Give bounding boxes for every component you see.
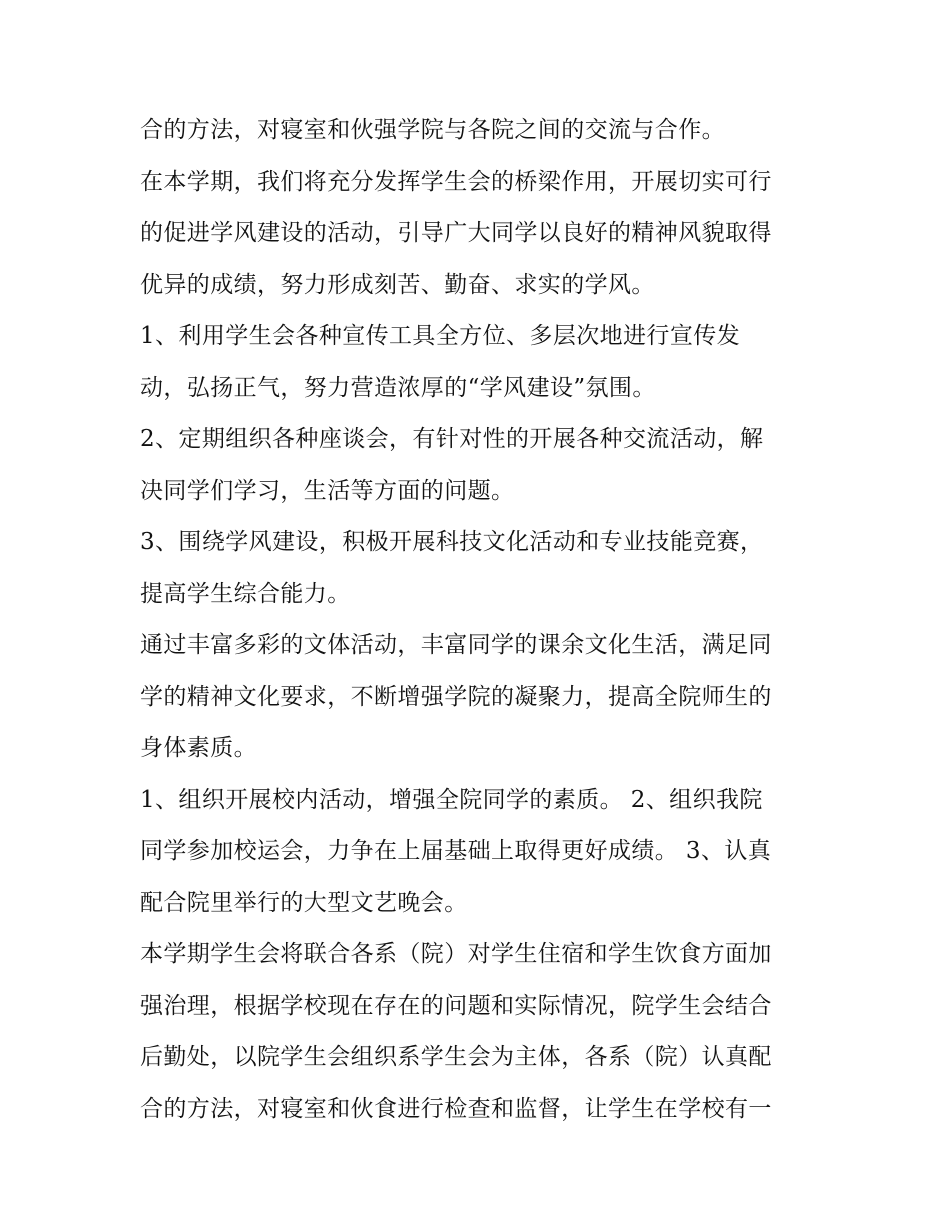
text-line: 决同学们学习，生活等方面的问题。	[140, 477, 515, 504]
text-line: 配合院里举行的大型文艺晚会。	[140, 889, 468, 916]
text-line: 学的精神文化要求，不断增强学院的凝聚力，提高全院师生的	[140, 683, 772, 710]
text-line: 1、组织开展校内活动，增强全院同学的素质。 2、组织我院	[140, 786, 763, 813]
text-line: 1、利用学生会各种宣传工具全方位、多层次地进行宣传发	[140, 323, 741, 349]
text-line: 2、定期组织各种座谈会，有针对性的开展各种交流活动，解	[140, 426, 764, 452]
text-line: 合的方法，对寝室和伙食进行检查和监督，让学生在学校有一	[140, 1095, 772, 1122]
text-line: 的促进学风建设的活动，引导广大同学以良好的精神风貌取得	[140, 220, 772, 246]
text-line: 后勤处，以院学生会组织系学生会为主体，各系（院）认真配	[140, 1044, 772, 1070]
text-line: 本学期学生会将联合各系（院）对学生住宿和学生饮食方面加	[140, 941, 772, 967]
text-line: 合的方法，对寝室和伙强学院与各院之间的交流与合作。	[140, 117, 725, 143]
text-line: 通过丰富多彩的文体活动，丰富同学的课余文化生活，满足同	[140, 632, 772, 658]
text-line: 强治理，根据学校现在存在的问题和实际情况，院学生会结合	[140, 992, 772, 1019]
text-line: 在本学期，我们将充分发挥学生会的桥梁作用，开展切实可行	[140, 168, 772, 195]
text-line: 优异的成绩，努力形成刻苦、勤奋、求实的学风。	[140, 271, 655, 298]
text-line: 3、围绕学风建设，积极开展科技文化活动和专业技能竞赛，	[140, 529, 764, 555]
text-line: 提高学生综合能力。	[140, 580, 351, 607]
document-body	[140, 108, 820, 1138]
text-line: 同学参加校运会，力争在上届基础上取得更好成绩。 3、认真	[140, 838, 772, 864]
text-line: 身体素质。	[140, 735, 257, 761]
text-line: 动，弘扬正气，努力营造浓厚的“学风建设”氛围。	[140, 374, 656, 401]
